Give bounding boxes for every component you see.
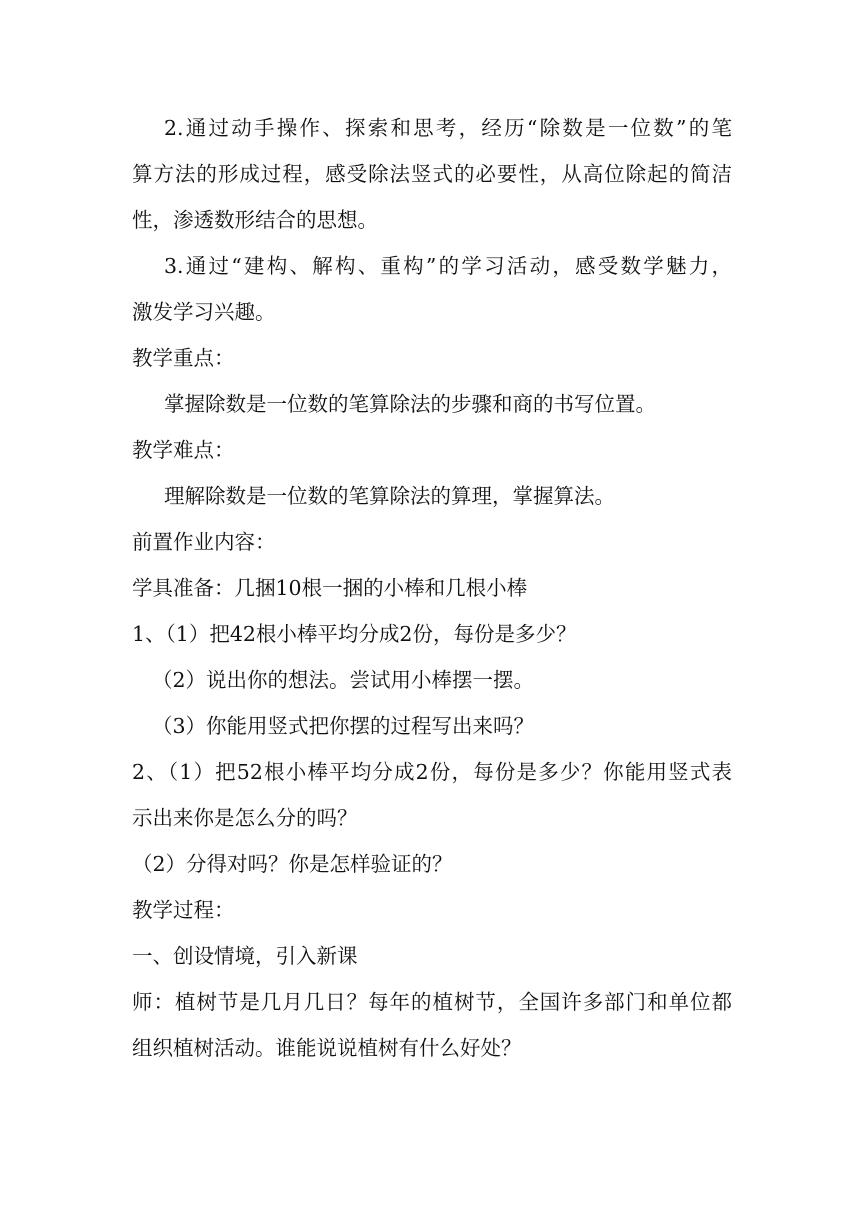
section-heading-process: 教学过程： (132, 898, 235, 922)
key-points-text: 掌握除数是一位数的笔算除法的步骤和商的书写位置。 (164, 392, 656, 416)
section-heading-key-points: 教学重点： (132, 346, 235, 370)
difficulties-text: 理解除数是一位数的笔算除法的算理，掌握算法。 (164, 484, 615, 508)
teacher-line-1: 师：植树节是几月几日？每年的植树节，全国许多部门和单位都 (132, 990, 732, 1014)
task-2-part-2: （2）分得对吗？你是怎样验证的？ (132, 852, 453, 876)
materials-line: 学具准备：几捆10根一捆的小棒和几根小棒 (132, 576, 528, 600)
objective-2-line-2: 算方法的形成过程，感受除法竖式的必要性，从高位除起的简洁 (132, 162, 732, 186)
objective-2-line-1: 2.通过动手操作、探索和思考，经历“除数是一位数”的笔 (164, 116, 732, 140)
section-heading-preassignment: 前置作业内容： (132, 530, 276, 554)
objective-3-line-1: 3.通过“建构、解构、重构”的学习活动，感受数学魅力， (164, 254, 732, 278)
objective-3-line-2: 激发学习兴趣。 (132, 300, 276, 324)
section-heading-difficulties: 教学难点： (132, 438, 235, 462)
task-2-part-1-line-1: 2、（1）把52根小棒平均分成2份，每份是多少？你能用竖式表 (132, 760, 732, 784)
task-1-part-2: （2）说出你的想法。尝试用小棒摆一摆。 (152, 668, 535, 692)
process-step-1-heading: 一、创设情境，引入新课 (132, 944, 358, 968)
task-2-part-1-line-2: 示出来你是怎么分的吗？ (132, 806, 358, 830)
teacher-line-2: 组织植树活动。谁能说说植树有什么好处？ (132, 1036, 522, 1060)
objective-2-line-3: 性，渗透数形结合的思想。 (132, 208, 378, 232)
task-1-part-1: 1、（1）把42根小棒平均分成2份，每份是多少？ (132, 622, 577, 646)
task-1-part-3: （3）你能用竖式把你摆的过程写出来吗？ (152, 714, 535, 738)
